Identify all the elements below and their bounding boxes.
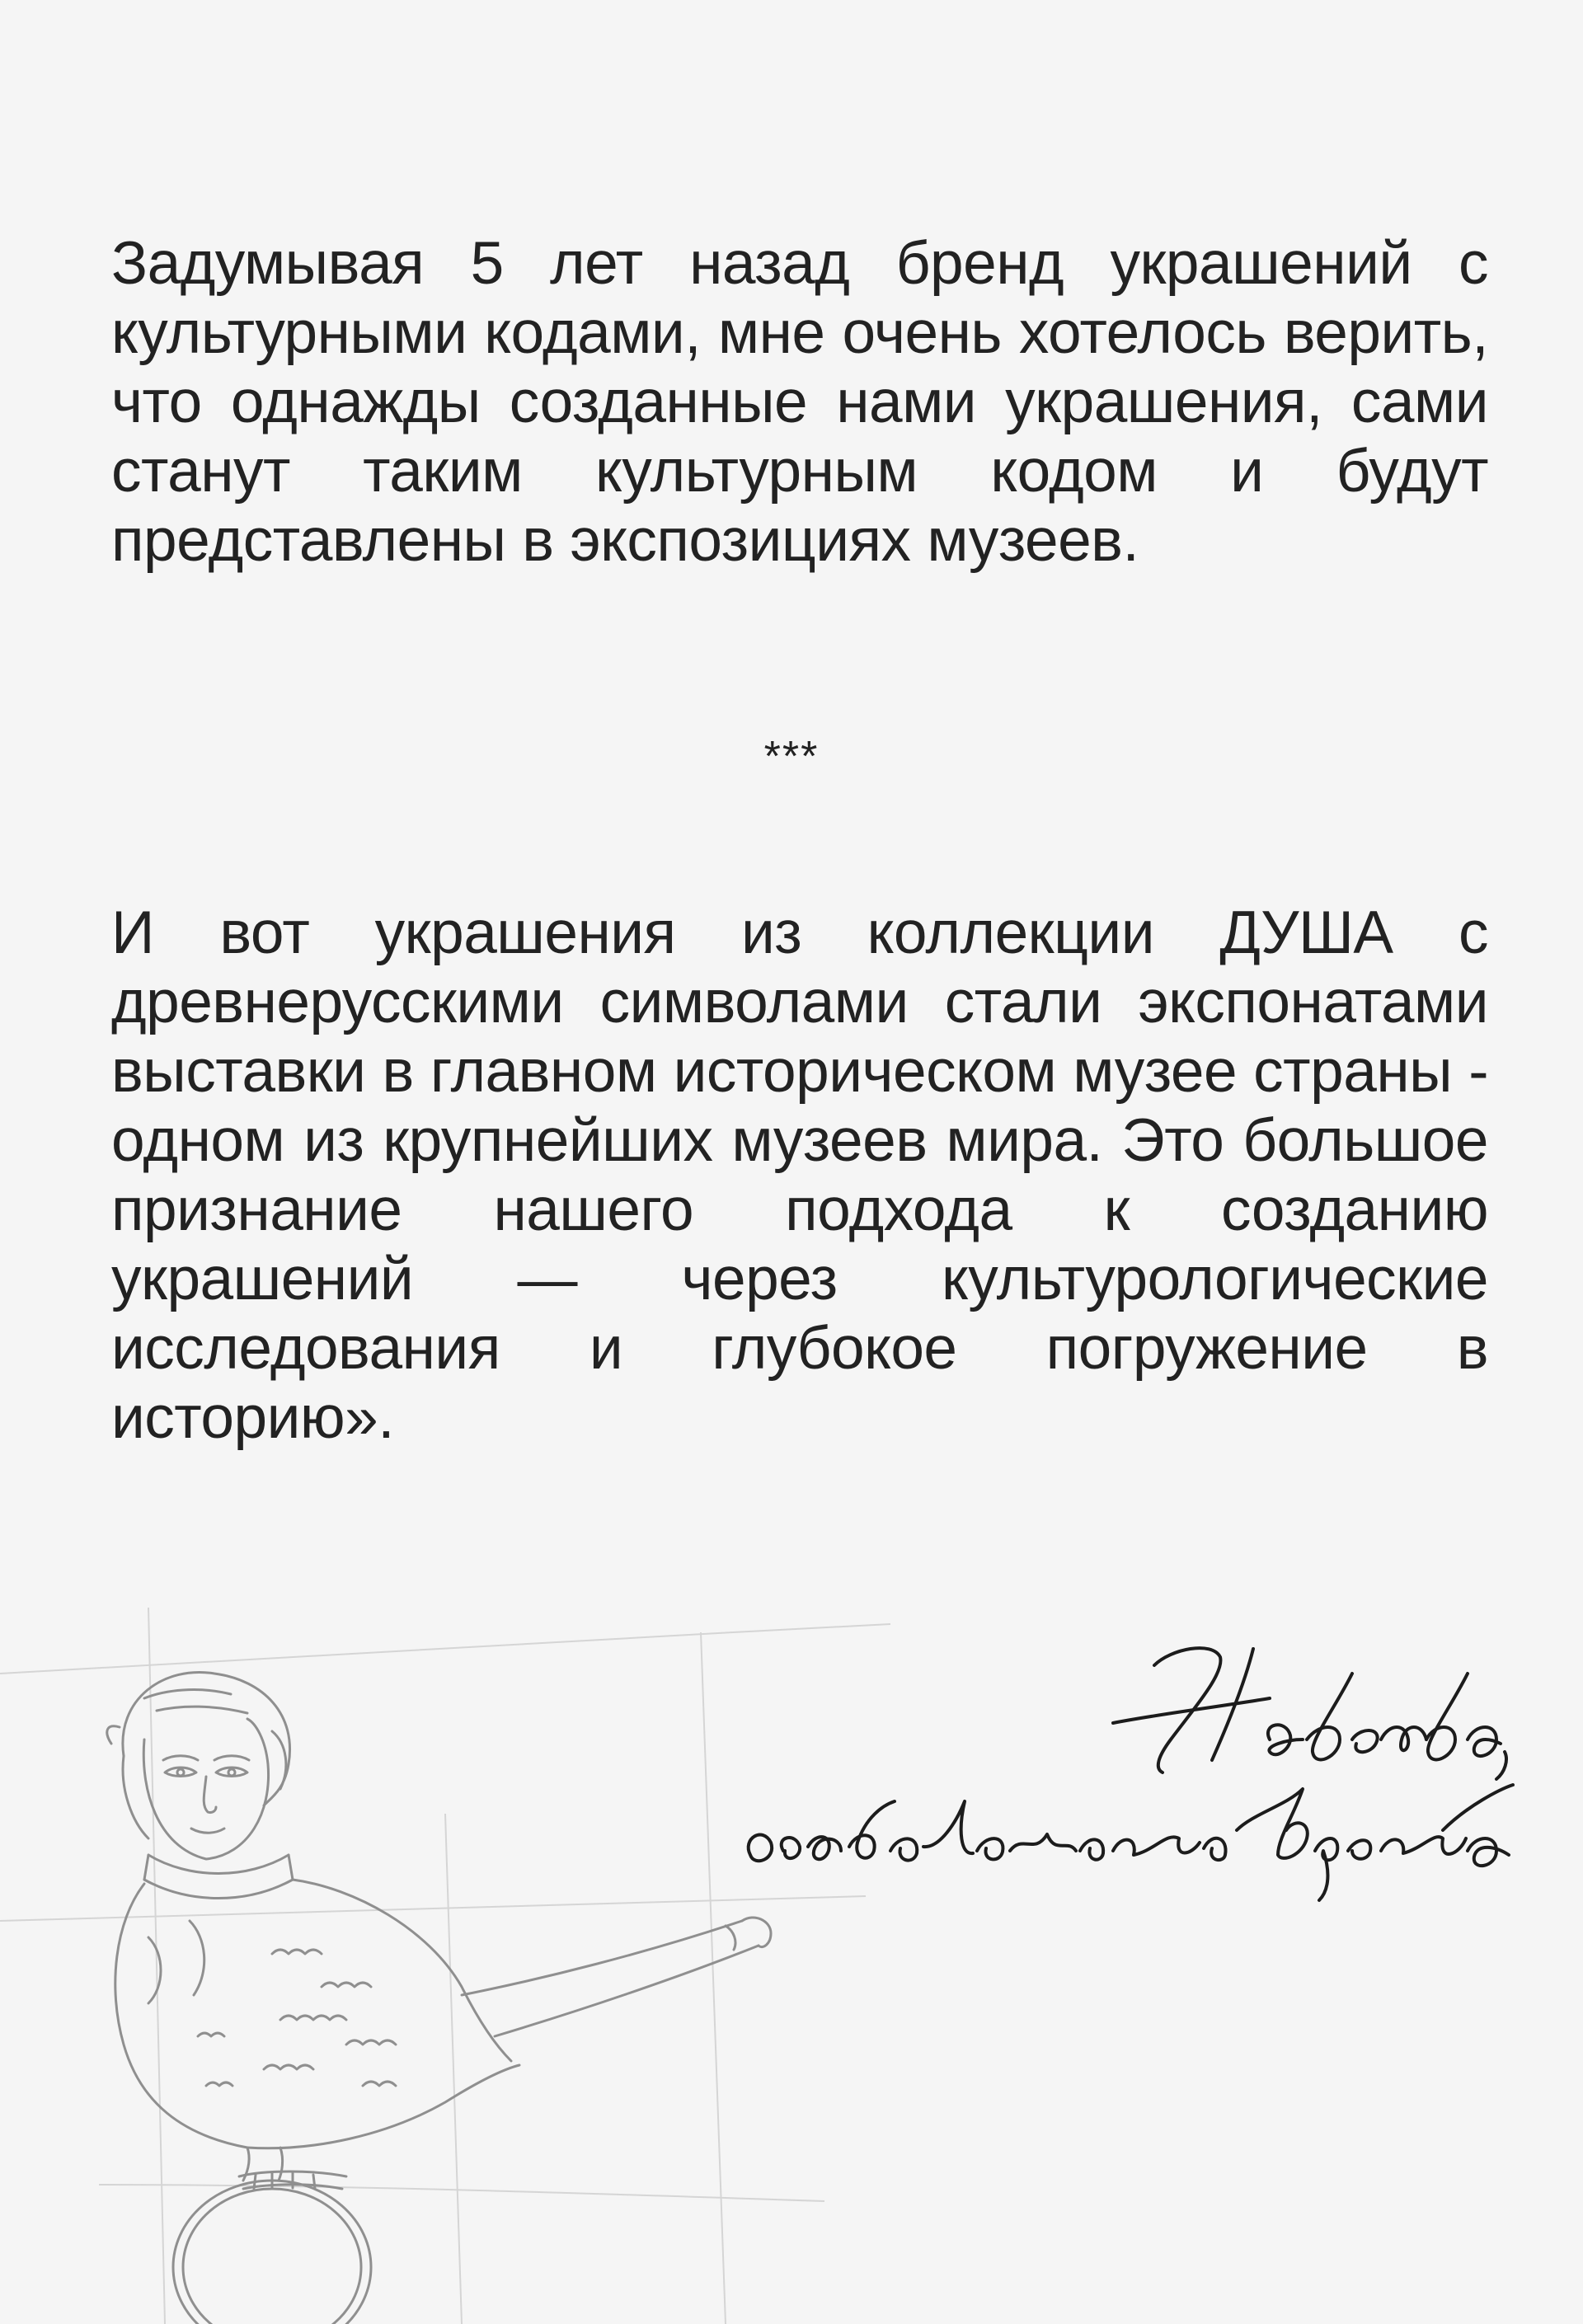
founder-signature xyxy=(726,1616,1517,1904)
section-separator: *** xyxy=(763,733,820,781)
museum-paragraph: И вот украшения из коллекции ДУША с древнерусскими символами стали экспонатами выставки в главном историческом музее страны - одном из крупнейших музеев мира. Это большое признание нашего подхода к созданию украшений — через культурологические исследования и глубокое погружение в историю». xyxy=(111,899,1488,1451)
intro-paragraph: Задумывая 5 лет назад бренд украшений с культурными кодами, мне очень хотелось верить, что однажды созданные нами украшения, сами станут таким культурным кодом и будут представлены в экспозициях музеев. xyxy=(111,230,1488,574)
